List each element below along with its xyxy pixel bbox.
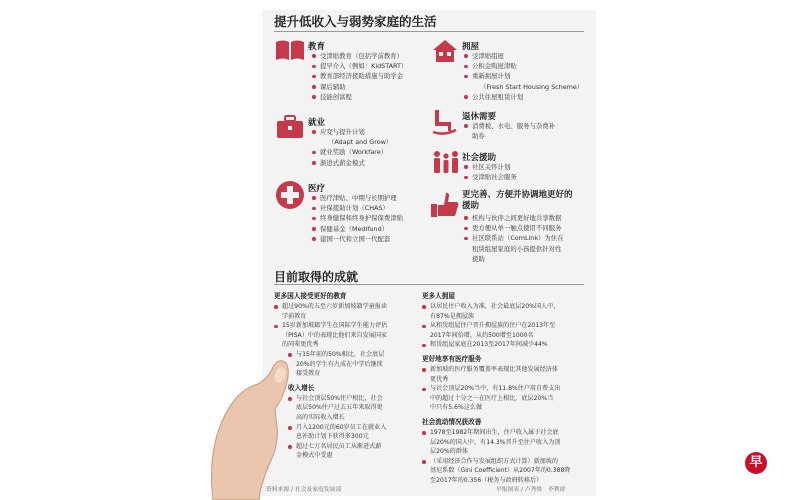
list-item: 新加坡的医疗服务覆盖率表现比其他发展经济体 [422, 365, 592, 375]
list-item: 从租赁组屋住户晋升拥屋族的住户在2013年至 [422, 321, 592, 331]
list-item: 底层50%住户过去五年来取得更 [296, 404, 383, 412]
list-item: （采用经济合作与发展组织方式计算）新加坡的 [422, 457, 592, 467]
achievement-income-list [288, 394, 418, 461]
list-item: 月入1200元的60岁员工在就业入 [288, 423, 418, 433]
list-item: 公共住屋租赁计划 [464, 92, 592, 102]
medical-cross-icon [275, 180, 305, 210]
briefcase-icon [276, 115, 304, 139]
section-social-list [464, 162, 592, 182]
zaobao-logo: 早 [745, 452, 767, 474]
family-icon [431, 150, 461, 174]
achievement-heading-housing: 更多人拥屋 [422, 292, 455, 300]
list-item: （PISA）中的表现比他们来自发展国家 [282, 331, 388, 339]
house-icon [432, 39, 458, 63]
list-item: 医疗津贴、中期与长期护理 [312, 193, 437, 203]
list-item: 学前教育 [282, 312, 307, 320]
achievement-education-list [274, 302, 418, 379]
achievement-heading-healthcare: 更好地享有医疗服务 [422, 354, 482, 363]
section-employment-title: 就业 [308, 118, 326, 128]
list-item: 社保援助计划（CHAS） [312, 203, 437, 213]
list-item: 社区关怀计划 [464, 162, 592, 172]
section-education-list [312, 51, 432, 102]
list-item: 建国一代和立国一代配套 [312, 234, 437, 244]
list-item: 超过90%的五至六岁新加坡籍学童报读 [274, 302, 418, 312]
achievements-right-column [422, 287, 592, 486]
book-icon [275, 39, 305, 61]
section-housing-title: 拥屋 [462, 42, 480, 52]
list-item: 受津贴社会服务 [464, 172, 592, 182]
section-coordination-title-line1: 更完善、方便并协调地更好的 [462, 190, 573, 200]
list-item: 基尼系数（Gini Coefficient）从2007年的0.388降 [430, 467, 571, 475]
list-item: 层20%的国人中，有14.3%晋升至住户收入为顶 [430, 438, 561, 446]
hand-illustration [203, 355, 293, 500]
list-item: 租赁组屋家庭的小孩提供针对性 [472, 244, 562, 253]
list-item: 受津贴教育（包括学前教育） [312, 51, 432, 61]
section-retirement-title: 退休需要 [462, 112, 497, 122]
list-item: 应变与提升计划 [312, 127, 432, 137]
list-item: 援助 [472, 254, 485, 263]
achievement-healthcare-list [422, 365, 592, 413]
list-item: 层20%的群体 [430, 448, 468, 456]
helping-hand-icon [430, 190, 460, 218]
list-item: 中的超过十分之一在医疗上相比，底层20%当 [430, 394, 554, 402]
list-item: 金模式中受惠 [296, 452, 333, 460]
list-item: 技能创富程 [312, 92, 432, 102]
section-healthcare-title: 医疗 [308, 184, 326, 194]
section-retirement-list [464, 121, 592, 141]
section-coordination-title-line2: 援助 [462, 201, 480, 211]
list-item: 保健基金（Medifund） [312, 224, 437, 234]
list-item: 更优秀 [430, 375, 449, 383]
achievement-heading-education: 更多国人接受更好的教育 [274, 292, 347, 300]
list-item: 15岁新加坡籍学生在国际学生能力评估 [274, 321, 418, 331]
list-item: 终身健保和终身护保保费津贴 [312, 213, 437, 223]
list-item: 机构与伙伴之间更好地共享数据 [464, 213, 592, 223]
list-item: 社区联系站（ComLink）为住在 [464, 233, 592, 243]
footer-credit: 早报图表 / 卢秀维 李利群 [496, 487, 566, 493]
achievement-housing-list [422, 302, 592, 350]
list-item: 提早介入（例如：KidSTART） [312, 61, 432, 71]
title-divider [274, 31, 584, 32]
list-item: 课后辅助 [312, 82, 432, 92]
section-social-title: 社会援助 [462, 153, 497, 163]
section-coordination-list [464, 213, 592, 264]
list-item: 中只有5.6%这么做 [430, 404, 483, 412]
list-item: 教育部经济援助措施与助学金 [312, 71, 432, 81]
list-item: （Adapt and Grow） [328, 138, 393, 147]
list-item: 息补助计划下获得多300元 [296, 433, 369, 441]
list-item: 高的实际收入增长 [296, 413, 345, 421]
list-item: 与15年前的50%相比，社会底层 [288, 350, 418, 360]
list-item: 超过七万名居民员工从渐进式薪 [288, 442, 418, 452]
achievement-mobility-list [422, 428, 592, 486]
section-healthcare-list [312, 193, 437, 244]
achievement-heading-mobility: 社会流动情况获改善 [422, 417, 482, 426]
list-item: 有87%是拥屋族 [430, 312, 475, 320]
rocking-chair-icon [432, 108, 458, 136]
list-item: 的同辈更优秀 [282, 341, 319, 349]
list-item: 接受教育 [296, 370, 321, 378]
page-title: 提升低收入与弱势家庭的生活 [274, 14, 437, 29]
section-employment-list [312, 127, 432, 168]
list-item: （Fresh Start Housing Scheme） [480, 82, 584, 91]
list-item: 与社会顶层50%住户相比，社会 [288, 394, 418, 404]
list-item: 助券 [472, 132, 485, 141]
list-item: 重新拥屋计划 [464, 71, 592, 81]
section-housing-list [464, 51, 592, 102]
list-item: 1978至1982年期间出生，住户收入属于社会底 [422, 428, 592, 438]
list-item: 受津贴组屋 [464, 51, 592, 61]
achievements-left-column [274, 287, 418, 461]
achievement-heading-income: 收入增长 [288, 383, 315, 392]
list-item: 消费税、水电、服务与杂费补 [464, 121, 592, 131]
footer-source: 资料来源 / 社会及家庭发展部 [266, 487, 342, 493]
list-item: 更方便从单一触点使用不同服务 [464, 223, 592, 233]
list-item: 渐进式薪金模式 [312, 158, 432, 168]
list-item: 20%的学生有九成在中学后继续 [296, 360, 383, 368]
achievements-divider [274, 284, 584, 285]
list-item: 公积金购屋津贴 [464, 61, 592, 71]
achievements-title: 目前取得的成就 [274, 270, 359, 284]
list-item: 就业奖励（Workfare） [312, 147, 432, 157]
section-education-title: 教育 [308, 42, 326, 52]
list-item: 2017年间倍增，从约500增至1000名 [430, 331, 534, 339]
list-item: 租赁组屋家庭在2013至2017年间减少44% [422, 340, 592, 350]
list-item: 与社会顶层20%当中，有11.8%住户用自费支出 [422, 384, 592, 394]
list-item: 以居民住户收入为准，社会最底层20%国人中， [422, 302, 592, 312]
list-item: 至2017年的0.356（税务与政府转移后） [430, 476, 543, 484]
section-coordination-title [462, 190, 573, 212]
